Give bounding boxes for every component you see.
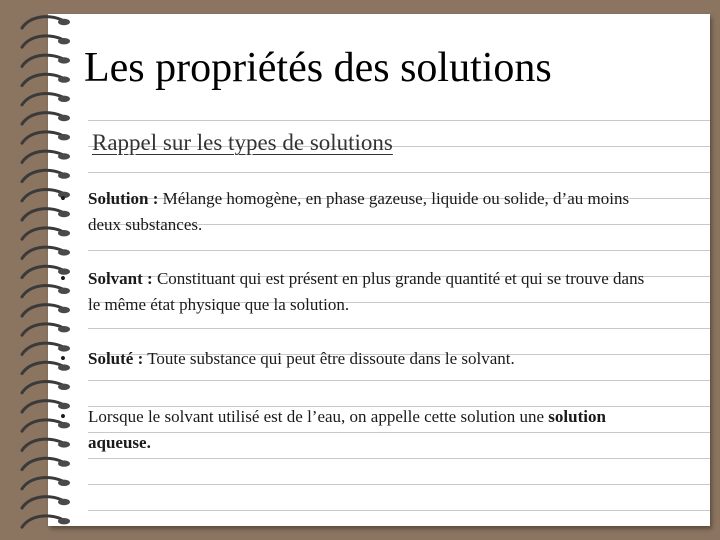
ruled-line — [88, 380, 710, 381]
binding-ring — [22, 266, 62, 277]
binding-ring — [22, 305, 62, 316]
binding-ring — [22, 497, 62, 508]
binding-ring — [22, 74, 62, 85]
binding-ring — [22, 36, 62, 47]
binding-ring — [22, 420, 62, 431]
definition-solution: Mélange homogène, en phase gazeuse, liquide ou solide, d’au moins deux substances. — [88, 189, 630, 234]
slide-subtitle: Rappel sur les types de solutions — [92, 130, 393, 155]
binding-hole — [58, 480, 70, 486]
bullet-icon: • — [60, 269, 66, 288]
binding-ring — [22, 343, 62, 354]
binding-hole — [58, 518, 70, 524]
list-item-solute — [60, 346, 660, 372]
binding-ring — [22, 228, 62, 239]
binding-ring — [22, 362, 62, 373]
binding-hole — [58, 326, 70, 332]
term-solute: Soluté : — [88, 349, 144, 368]
definition-aqueous: Lorsque le solvant utilisé est de l’eau, on appelle cette solution une — [88, 407, 549, 426]
binding-ring — [22, 382, 62, 393]
binding-ring — [22, 286, 62, 297]
binding-ring — [22, 439, 62, 450]
binding-hole — [58, 57, 70, 63]
list-item-solution — [60, 186, 660, 238]
bullet-icon: • — [60, 407, 66, 426]
ruled-line — [88, 328, 710, 329]
bullet-icon: • — [60, 349, 66, 368]
term-solution: Solution : — [88, 189, 159, 208]
list-item-aqueous — [60, 404, 660, 456]
binding-hole — [58, 460, 70, 466]
binding-hole — [58, 499, 70, 505]
binding-ring — [22, 401, 62, 412]
ruled-line — [88, 458, 710, 459]
binding-ring — [22, 458, 62, 469]
binding-ring — [22, 132, 62, 143]
binding-hole — [58, 249, 70, 255]
slide-title: Les propriétés des solutions — [84, 45, 552, 91]
binding-ring — [22, 478, 62, 489]
definition-solute: Toute substance qui peut être dissoute dans le solvant. — [143, 349, 515, 368]
term-solvant: Solvant : — [88, 269, 153, 288]
binding-ring — [22, 151, 62, 162]
binding-ring — [22, 55, 62, 66]
ruled-line — [88, 120, 710, 121]
ruled-line — [88, 250, 710, 251]
binding-hole — [58, 19, 70, 25]
binding-ring — [22, 516, 62, 527]
binding-ring — [22, 17, 62, 28]
binding-hole — [58, 153, 70, 159]
term-aqueous: solution aqueuse. — [88, 407, 606, 452]
binding-ring — [22, 94, 62, 105]
binding-hole — [58, 384, 70, 390]
binding-hole — [58, 76, 70, 82]
definition-solvant: Constituant qui est présent en plus grande quantité et qui se trouve dans le même état physique que la solution. — [88, 269, 645, 314]
list-item-solvant — [60, 266, 660, 318]
ruled-line — [88, 172, 710, 173]
binding-ring — [22, 247, 62, 258]
binding-ring — [22, 209, 62, 220]
bullet-icon: • — [60, 189, 66, 208]
binding-hole — [58, 115, 70, 121]
binding-ring — [22, 170, 62, 181]
binding-hole — [58, 96, 70, 102]
ruled-line — [88, 484, 710, 485]
binding-hole — [58, 134, 70, 140]
binding-hole — [58, 172, 70, 178]
binding-ring — [22, 324, 62, 335]
binding-hole — [58, 38, 70, 44]
ruled-line — [88, 510, 710, 511]
binding-ring — [22, 190, 62, 201]
binding-ring — [22, 113, 62, 124]
